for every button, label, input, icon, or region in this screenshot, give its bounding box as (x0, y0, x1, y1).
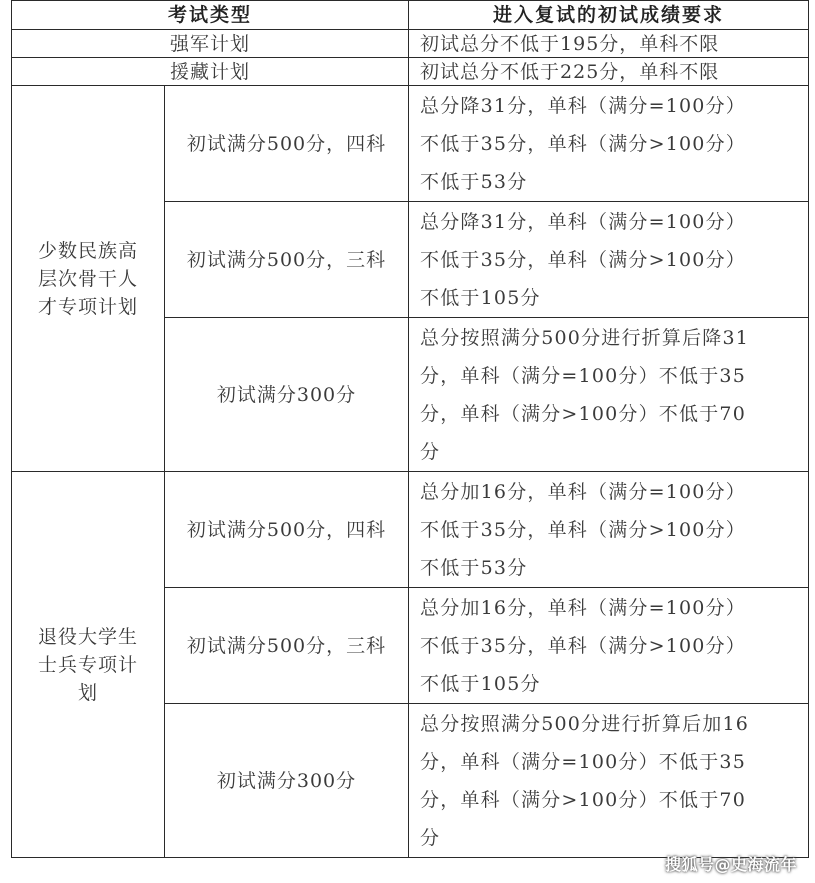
requirement-line: 不低于35分，单科（满分>100分） (420, 518, 746, 541)
subtype-cell: 初试满分500分，三科 (165, 588, 409, 704)
requirement-line: 不低于35分，单科（满分>100分） (420, 248, 746, 271)
requirement-line: 总分加16分，单科（满分=100分） (420, 480, 746, 503)
group-name-line: 士兵专项计 (37, 653, 138, 676)
requirement-cell (409, 472, 809, 588)
requirement-line: 不低于53分 (420, 556, 528, 579)
requirement-line: 不低于53分 (420, 170, 528, 193)
requirement-cell (409, 318, 809, 472)
group-name-line: 划 (77, 681, 98, 704)
requirement-line: 总分按照满分500分进行折算后加16 (420, 712, 750, 735)
requirement-cell (409, 588, 809, 704)
table-row (12, 30, 809, 58)
header-requirement: 进入复试的初试成绩要求 (409, 1, 809, 30)
requirement-line: 分，单科（满分=100分）不低于35 (420, 364, 746, 387)
requirement-line: 分，单科（满分=100分）不低于35 (420, 750, 746, 773)
subtype-cell: 初试满分300分 (165, 704, 409, 858)
requirement-line: 总分加16分，单科（满分=100分） (420, 596, 746, 619)
subtype-cell: 初试满分500分，三科 (165, 202, 409, 318)
group-name-line: 退役大学生 (37, 625, 138, 648)
requirement-cell: 初试总分不低于225分，单科不限 (409, 58, 809, 86)
requirement-line: 不低于105分 (420, 286, 541, 309)
header-row (12, 1, 809, 30)
requirement-line: 不低于35分，单科（满分>100分） (420, 634, 746, 657)
requirement-cell (409, 704, 809, 858)
requirement-line: 总分降31分，单科（满分=100分） (420, 210, 746, 233)
requirement-line: 总分降31分，单科（满分=100分） (420, 94, 746, 117)
subtype-cell: 初试满分500分，四科 (165, 86, 409, 202)
subtype-cell: 初试满分300分 (165, 318, 409, 472)
table-row (12, 86, 809, 202)
group-name-line: 少数民族高 (37, 239, 138, 262)
exam-type-cell: 援藏计划 (12, 58, 409, 86)
watermark: 搜狐号@史海流年 (664, 855, 797, 874)
requirement-line: 不低于35分，单科（满分>100分） (420, 132, 746, 155)
requirement-line: 分，单科（满分>100分）不低于70 (420, 788, 746, 811)
requirement-line: 分，单科（满分>100分）不低于70 (420, 402, 746, 425)
subtype-cell: 初试满分500分，四科 (165, 472, 409, 588)
requirement-cell: 初试总分不低于195分，单科不限 (409, 30, 809, 58)
header-exam-type: 考试类型 (12, 1, 409, 30)
table-row (12, 472, 809, 588)
requirement-line: 分 (420, 440, 441, 463)
table-row (12, 58, 809, 86)
group-name-line: 才专项计划 (37, 295, 138, 318)
requirement-cell (409, 202, 809, 318)
exam-type-cell: 强军计划 (12, 30, 409, 58)
requirement-line: 分 (420, 826, 441, 849)
requirement-line: 不低于105分 (420, 672, 541, 695)
group-name-line: 层次骨干人 (37, 267, 138, 290)
score-requirements-table (11, 0, 809, 858)
group-name-cell (12, 86, 165, 472)
requirement-line: 总分按照满分500分进行折算后降31 (420, 326, 750, 349)
requirement-cell (409, 86, 809, 202)
group-name-cell (12, 472, 165, 858)
